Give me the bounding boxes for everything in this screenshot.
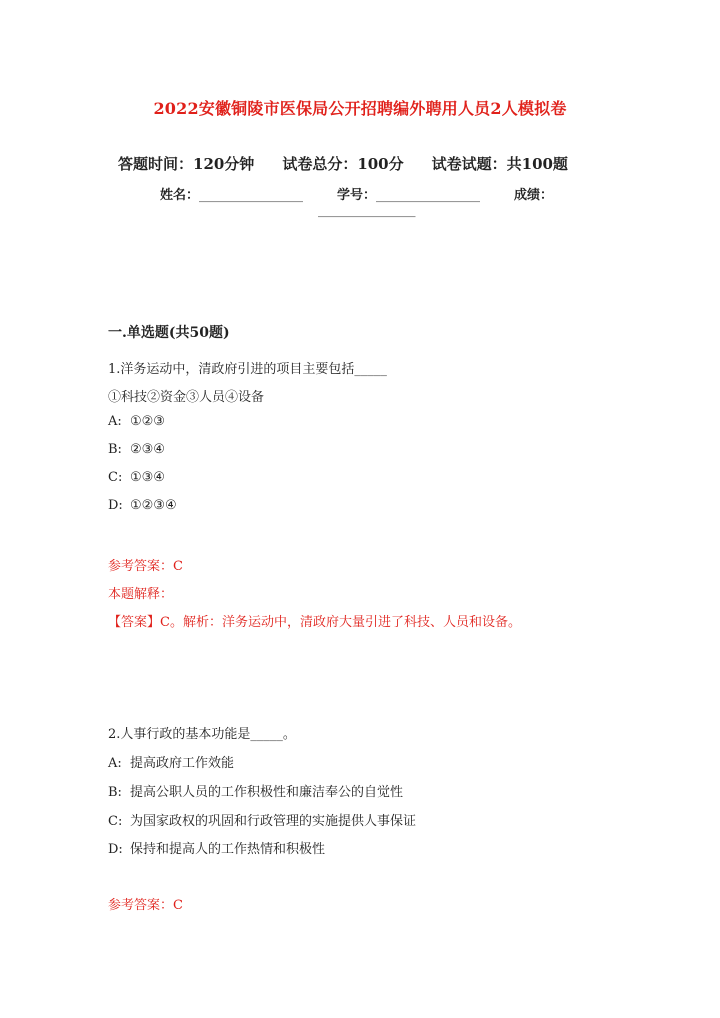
section-heading: 一.单选题(共50题)	[108, 325, 230, 341]
question-2-option-c	[108, 810, 416, 829]
question-1-option-a	[108, 414, 165, 429]
exam-time: 答题时间：120分钟	[118, 155, 255, 173]
option-text: ②③④	[130, 442, 165, 457]
student-info	[160, 184, 553, 203]
score-label: 成绩：	[514, 188, 554, 203]
exam-total-score: 试卷总分：100分	[282, 155, 404, 173]
option-text: ①③④	[130, 470, 165, 485]
question-1-option-c	[108, 470, 165, 485]
question-2-option-d	[108, 838, 325, 857]
question-2-answer: 参考答案：C	[108, 898, 183, 913]
option-text: 提高公职人员的工作积极性和廉洁奉公的自觉性	[130, 785, 404, 800]
question-1-option-b	[108, 442, 165, 457]
option-letter: A:	[108, 756, 122, 771]
exam-title: 2022安徽铜陵市医保局公开招聘编外聘用人员2人模拟卷	[153, 99, 567, 118]
option-letter: A:	[108, 414, 122, 429]
question-1-option-d	[108, 498, 177, 513]
option-text: 为国家政权的巩固和行政管理的实施提供人事保证	[130, 814, 417, 829]
option-text: ①②③	[130, 414, 165, 429]
exam-question-count: 试卷试题：共100题	[431, 155, 568, 173]
id-blank: ________________	[376, 188, 481, 203]
question-1-explanation: 【答案】C。解析：洋务运动中，清政府大量引进了科技、人员和设备。	[108, 615, 521, 630]
question-2-option-b	[108, 781, 403, 800]
score-blank: _______________	[318, 203, 416, 218]
option-letter: C:	[108, 470, 123, 485]
id-label: 学号：	[337, 188, 377, 203]
option-text: ①②③④	[130, 498, 177, 513]
option-letter: D:	[108, 842, 123, 857]
option-text: 提高政府工作效能	[130, 756, 235, 771]
option-letter: B:	[108, 785, 122, 800]
name-label: 姓名：	[160, 188, 200, 203]
question-2-stem: 2.人事行政的基本功能是_____。	[108, 727, 296, 742]
question-2-option-a	[108, 752, 234, 771]
question-1-explain-label: 本题解释：	[108, 587, 174, 602]
option-letter: C:	[108, 814, 123, 829]
option-letter: B:	[108, 442, 122, 457]
option-text: 保持和提高人的工作热情和积极性	[130, 842, 326, 857]
question-1-note: ①科技②资金③人员④设备	[108, 390, 265, 405]
option-letter: D:	[108, 498, 123, 513]
exam-meta	[118, 153, 568, 174]
question-1-answer: 参考答案：C	[108, 559, 183, 574]
question-1-stem: 1.洋务运动中，清政府引进的项目主要包括_____	[108, 362, 387, 377]
name-blank: ________________	[199, 188, 304, 203]
